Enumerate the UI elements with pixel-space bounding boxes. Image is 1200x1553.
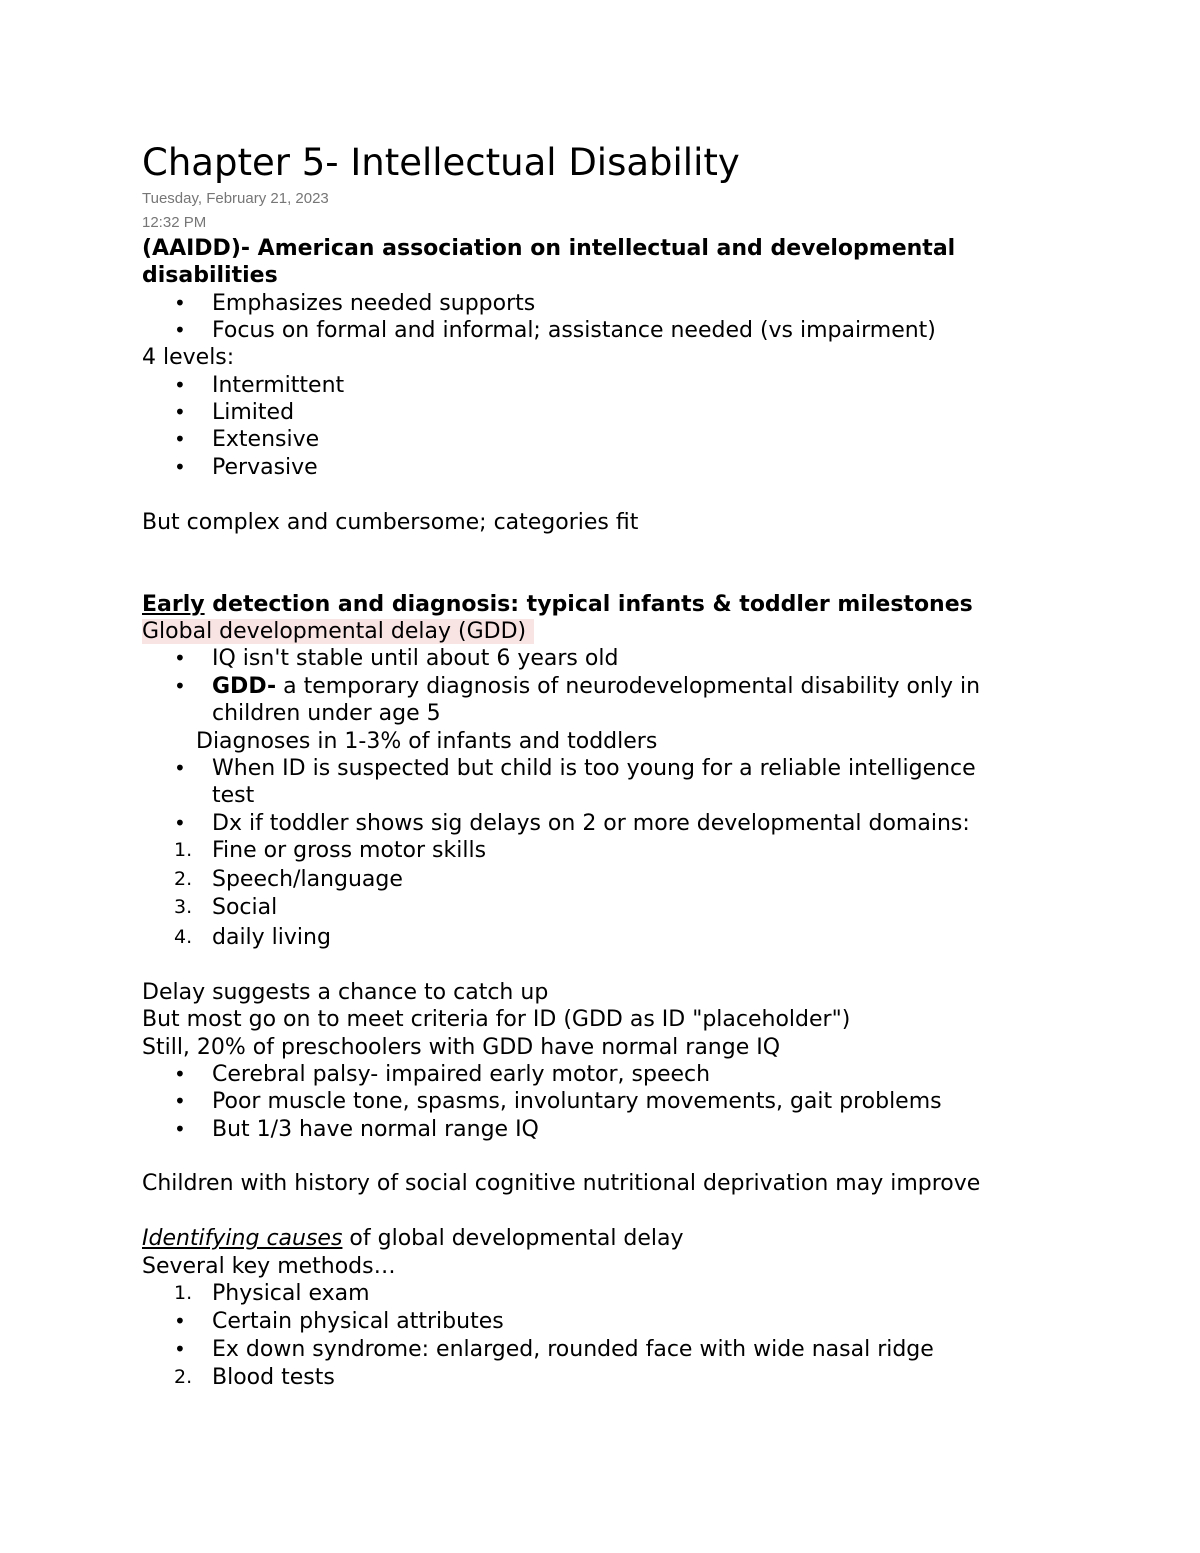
paragraph: But complex and cumbersome; categories fit	[142, 510, 639, 535]
page-title[interactable]: Chapter 5- Intellectual Disability	[142, 141, 740, 184]
causes-heading	[142, 1225, 684, 1252]
list-item: Extensive	[212, 427, 320, 452]
paragraph: Several key methods…	[142, 1254, 396, 1279]
numbered-item: Blood tests	[212, 1365, 335, 1390]
list-item: Intermittent	[212, 373, 345, 398]
bullet-marker: •	[174, 291, 186, 315]
bullet-marker: •	[174, 427, 186, 451]
bullet-marker: •	[174, 756, 186, 780]
bullet-marker: •	[174, 674, 186, 698]
numbered-item: Physical exam	[212, 1281, 370, 1306]
paragraph: Delay suggests a chance to catch up	[142, 980, 549, 1005]
bullet-marker: •	[174, 1309, 186, 1333]
paragraph: Diagnoses in 1-3% of infants and toddlers	[196, 729, 658, 754]
list-item: Limited	[212, 400, 295, 425]
bullet-marker: •	[174, 1117, 186, 1141]
bullet-marker: •	[174, 400, 186, 424]
page-time: 12:32 PM	[142, 214, 207, 231]
list-item: Dx if toddler shows sig delays on 2 or more developmental domains:	[212, 811, 970, 836]
list-item: Pervasive	[212, 455, 318, 480]
causes-heading-emphasis: Identifying causes	[142, 1226, 343, 1251]
numbered-item: Speech/language	[212, 867, 403, 892]
bullet-marker: •	[174, 373, 186, 397]
numbered-item: daily living	[212, 925, 331, 950]
list-item: When ID is suspected but child is too young for a reliable intelligence	[212, 756, 976, 781]
gdd-term: GDD-	[212, 674, 277, 699]
list-number: 4.	[174, 926, 193, 948]
bullet-marker: •	[174, 1089, 186, 1113]
paragraph: But most go on to meet criteria for ID (GDD as ID "placeholder")	[142, 1007, 851, 1032]
gdd-definition: a temporary diagnosis of neurodevelopmental disability only in	[276, 674, 981, 699]
paragraph: Still, 20% of preschoolers with GDD have normal range IQ	[142, 1035, 781, 1060]
numbered-item: Social	[212, 895, 278, 920]
list-number: 1.	[174, 1282, 193, 1304]
bullet-marker: •	[174, 318, 186, 342]
bullet-marker: •	[174, 646, 186, 670]
numbered-item: Fine or gross motor skills	[212, 838, 487, 863]
bullet-marker: •	[174, 1062, 186, 1086]
list-item: IQ isn't stable until about 6 years old	[212, 646, 619, 671]
list-number: 2.	[174, 868, 193, 890]
aaidd-heading: (AAIDD)- American association on intellectual and developmental	[142, 236, 956, 261]
paragraph: Children with history of social cognitive nutritional deprivation may improve	[142, 1171, 981, 1196]
early-heading	[142, 591, 973, 618]
early-heading-underlined: Early	[142, 592, 205, 617]
list-item-cont: test	[212, 783, 255, 808]
list-number: 2.	[174, 1366, 193, 1388]
list-item: Ex down syndrome: enlarged, rounded face with wide nasal ridge	[212, 1337, 934, 1362]
list-item: Certain physical attributes	[212, 1309, 504, 1334]
list-item	[212, 673, 980, 700]
list-item: Focus on formal and informal; assistance needed (vs impairment)	[212, 318, 936, 343]
bullet-marker: •	[174, 811, 186, 835]
gdd-title	[142, 618, 534, 645]
list-item-cont: children under age 5	[212, 701, 441, 726]
bullet-marker: •	[174, 455, 186, 479]
bullet-marker: •	[174, 1337, 186, 1361]
levels-label: 4 levels:	[142, 345, 235, 370]
list-item: Emphasizes needed supports	[212, 291, 536, 316]
list-number: 3.	[174, 896, 193, 918]
list-number: 1.	[174, 839, 193, 861]
page-date: Tuesday, February 21, 2023	[142, 190, 329, 207]
highlighted-text: Global developmental delay (GDD)	[142, 619, 534, 644]
list-item: Cerebral palsy- impaired early motor, speech	[212, 1062, 711, 1087]
list-item: Poor muscle tone, spasms, involuntary movements, gait problems	[212, 1089, 942, 1114]
early-heading-rest: detection and diagnosis: typical infants & toddler milestones	[204, 592, 973, 617]
causes-heading-rest: of global developmental delay	[342, 1226, 684, 1251]
list-item: But 1/3 have normal range IQ	[212, 1117, 539, 1142]
aaidd-heading-cont: disabilities	[142, 263, 278, 288]
